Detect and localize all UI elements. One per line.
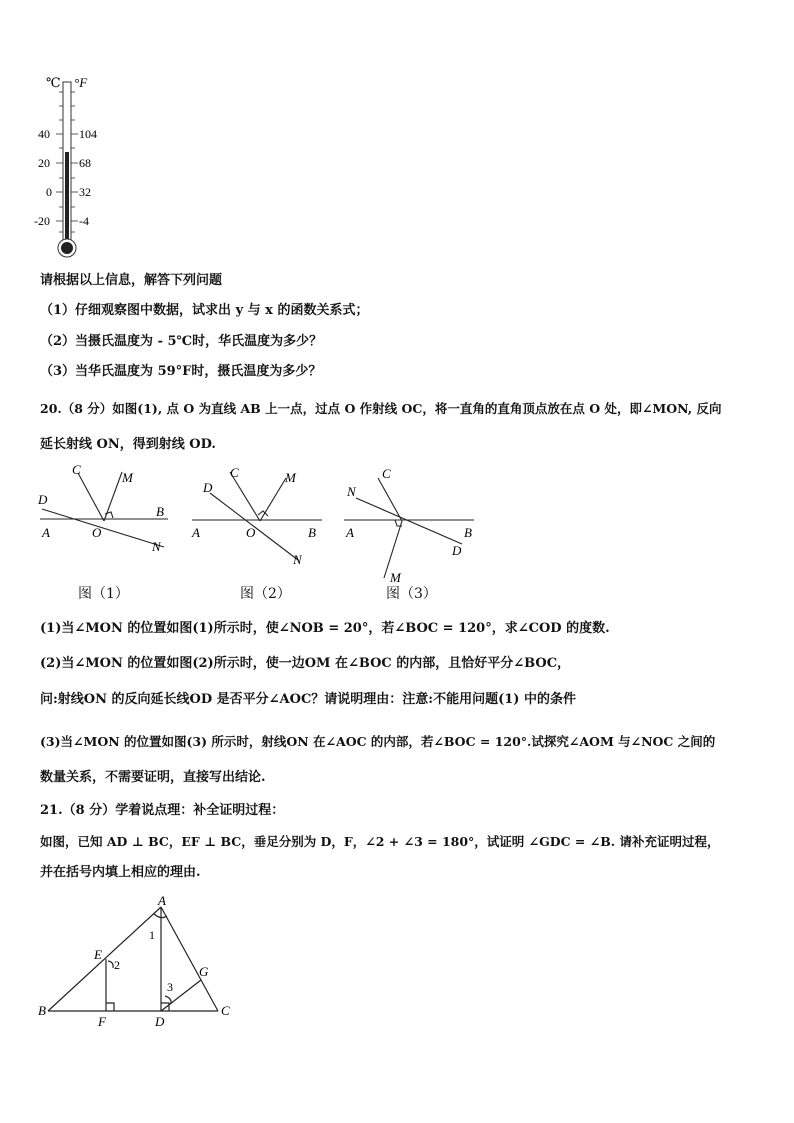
fig2-label-a: A — [192, 525, 200, 540]
q20-part-3b: 数量关系，不需要证明，直接写出结论. — [40, 770, 266, 785]
q21-title: 21.（8 分）学着说点理：补全证明过程： — [40, 803, 285, 818]
q21-label-a: A — [158, 893, 166, 908]
q21-label-b: B — [38, 1003, 46, 1018]
celsius-tick-20: 20 — [38, 156, 50, 170]
thermometer-figure — [30, 72, 110, 262]
fig1-label-n: N — [152, 539, 161, 554]
q20-stem-line2: 延长射线 ON，得到射线 OD. — [40, 437, 216, 452]
q20-part-2: (2)当∠MON 的位置如图(2)所示时，使一边OM 在∠BOC 的内部，且恰好平分∠BOC， — [40, 656, 571, 671]
fig2-label-o: O — [246, 525, 256, 540]
q20-caption-3: 图（3） — [386, 586, 437, 602]
q20-figure-3 — [340, 460, 485, 590]
fig2-label-m: M — [285, 470, 296, 485]
fig3-label-d: D — [452, 543, 462, 558]
q20-caption-2: 图（2） — [240, 586, 291, 602]
fahrenheit-unit: °F — [74, 75, 88, 90]
q21-label-2: 2 — [114, 958, 120, 972]
fig2-label-b: B — [308, 525, 316, 540]
q21-label-c: C — [221, 1003, 230, 1018]
q21-label-d: D — [155, 1014, 165, 1029]
celsius-tick-minus20: -20 — [34, 214, 50, 228]
fahrenheit-tick-32: 32 — [79, 185, 91, 199]
fig1-label-o: O — [92, 525, 102, 540]
q19-item-2: （2）当摄氏温度为 - 5℃时，华氏温度为多少？ — [40, 334, 323, 349]
celsius-unit: ℃ — [46, 75, 61, 90]
q20-figure-1 — [36, 460, 176, 560]
q21-label-e: E — [94, 947, 102, 962]
fig1-label-a: A — [42, 525, 50, 540]
fig3-label-a: A — [346, 525, 354, 540]
q19-intro: 请根据以上信息，解答下列问题 — [40, 273, 223, 288]
q19-item-1: （1）仔细观察图中数据，试求出 y 与 x 的函数关系式； — [40, 303, 369, 318]
fig2-label-d: D — [203, 480, 213, 495]
q20-part-2b: 问:射线ON 的反向延长线OD 是否平分∠AOC？请说明理由：注意:不能用问题(1) 中的条件 — [40, 692, 576, 707]
q20-part-3: (3)当∠MON 的位置如图(3) 所示时，射线ON 在∠AOC 的内部，若∠BOC = 120°.试探究∠AOM 与∠NOC 之间的 — [40, 734, 716, 749]
fig1-label-c: C — [72, 462, 81, 477]
q21-line-2: 并在括号内填上相应的理由. — [40, 865, 201, 880]
fig2-label-n: N — [293, 552, 302, 567]
q20-stem-line1: 20.（8 分）如图(1), 点 O 为直线 AB 上一点，过点 O 作射线 OC，将一直角的直角顶点放在点 O 处，即∠MON, 反向 — [40, 401, 722, 416]
q20-figure-2 — [188, 460, 328, 570]
q21-triangle-figure — [34, 892, 244, 1032]
fig1-label-m: M — [122, 470, 133, 485]
q19-item-3: （3）当华氏温度为 59°F时，摄氏温度为多少？ — [40, 364, 322, 379]
fig3-label-c: C — [382, 466, 391, 481]
q20-part-1: (1)当∠MON 的位置如图(1)所示时，使∠NOB = 20°，若∠BOC = 120°，求∠COD 的度数. — [40, 621, 610, 636]
celsius-tick-0: 0 — [46, 185, 52, 199]
fahrenheit-tick-68: 68 — [79, 156, 91, 170]
fahrenheit-tick-minus4: -4 — [79, 214, 89, 228]
fig3-label-m: M — [390, 570, 401, 585]
q20-caption-1: 图（1） — [78, 586, 129, 602]
fig3-label-b: B — [464, 525, 472, 540]
fig1-label-d: D — [38, 492, 48, 507]
q21-label-f: F — [98, 1014, 106, 1029]
fig2-label-c: C — [230, 465, 239, 480]
q21-label-3: 3 — [167, 980, 173, 994]
fahrenheit-tick-104: 104 — [79, 127, 97, 141]
q21-line-1: 如图，已知 AD ⊥ BC，EF ⊥ BC，垂足分别为 D，F，∠2 + ∠3 = 180°，试证明 ∠GDC = ∠B. 请补充证明过程， — [40, 834, 720, 849]
fig3-label-n: N — [347, 484, 356, 499]
celsius-tick-40: 40 — [38, 127, 50, 141]
q21-label-g: G — [199, 964, 209, 979]
q21-label-1: 1 — [149, 928, 155, 942]
fig1-label-b: B — [156, 504, 164, 519]
